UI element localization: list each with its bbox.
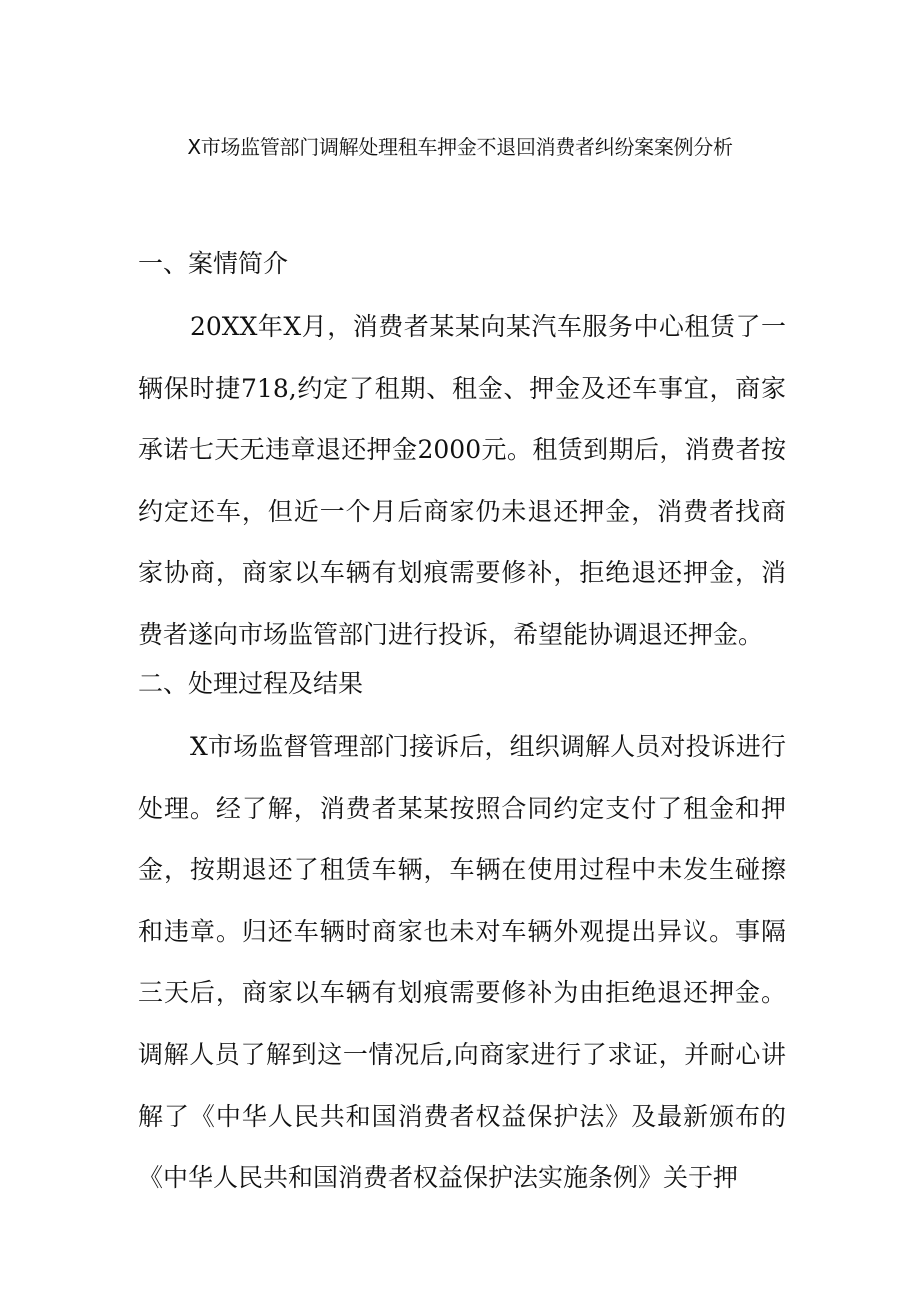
paragraph-process-result: X市场监督管理部门接诉后，组织调解人员对投诉进行处理。经了解，消费者某某按照合同约定支付了租金和押金，按期退还了租赁车辆，车辆在使用过程中未发生碰擦和违章。归还车辆时商家也未对车辆外观提出异议。事隔三天后，商家以车辆有划痕需要修补为由拒绝退还押金。调解人员了解到这一情况后,向商家进行了求证，并耐心讲解了《中华人民共和国消费者权益保护法》及最新颁布的《中华人民共和国消费者权益保护法实施条例》关于押 <box>138 732 786 1193</box>
section-heading-case-summary: 一、案情简介 <box>138 249 289 278</box>
section-heading-process-result: 二、处理过程及结果 <box>138 669 364 698</box>
document-title: X市场监管部门调解处理租车押金不退回消费者纠纷案案例分析 <box>187 135 733 159</box>
paragraph-case-summary: 20XX年X月，消费者某某向某汽车服务中心租赁了一辆保时捷718,约定了租期、租金、押金及还车事宜，商家承诺七天无违章退还押金2000元。租赁到期后，消费者按约定还车，但近一个月后商家仍未退还押金，消费者找商家协商，商家以车辆有划痕需要修补，拒绝退还押金，消费者遂向市场监管部门进行投诉，希望能协调退还押金。 <box>138 312 786 649</box>
